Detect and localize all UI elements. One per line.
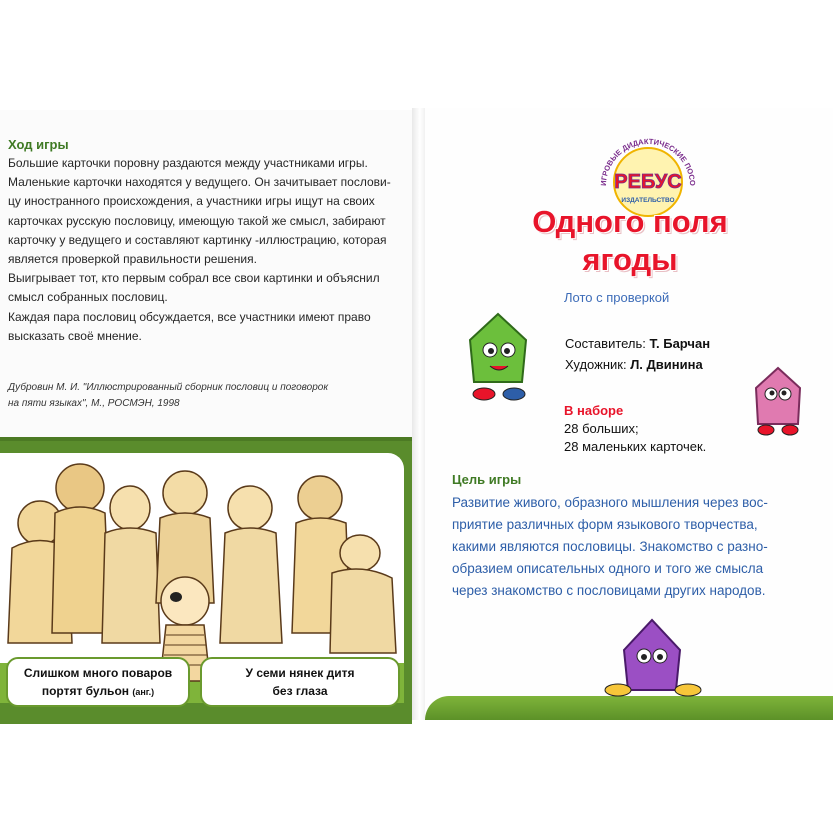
text-line: Большие карточки поровну раздаются между участниками игры. xyxy=(8,156,368,170)
set-line: 28 маленьких карточек. xyxy=(564,439,707,454)
text-line: карточках русскую пословицу, имеющую такой же смысл, забирают xyxy=(8,213,386,228)
citation-line: Дубровин М. И. "Иллюстрированный сборник пословиц и поговорок xyxy=(8,382,329,393)
citation xyxy=(8,380,408,412)
proverb-line: У семи нянек дитя xyxy=(245,666,355,680)
pink-pencil-character xyxy=(748,364,808,438)
artist-credit xyxy=(565,357,703,372)
text-line: цу иностранного происхождения, а участники игры ищут на своих xyxy=(8,194,375,209)
game-flow-heading: Ход игры xyxy=(8,137,69,152)
proverb-line: Слишком много поваров xyxy=(23,665,173,680)
text-line: является проверкой правильности решения. xyxy=(8,252,257,267)
text-line: высказать своё мнение. xyxy=(8,328,142,343)
goal-line: образием описательных одного и того же смысла xyxy=(452,561,764,576)
artist-name: Л. Двинина xyxy=(630,357,703,372)
goal-text xyxy=(452,492,827,602)
book-gutter xyxy=(412,108,425,720)
logo-arc-text: ИГРОВЫЕ ДИДАКТИЧЕСКИЕ ПОСО xyxy=(598,136,698,187)
proverb-card-russian xyxy=(200,657,400,707)
subtitle: Лото с проверкой xyxy=(564,290,670,305)
title-line: ягоды xyxy=(582,242,678,277)
book-title xyxy=(500,203,760,279)
author-label: Составитель: xyxy=(565,336,646,351)
text-line: Каждая пара пословиц обсуждается, все участники имеют право xyxy=(8,309,371,324)
text-line: карточку у ведущего и составляют картинку -иллюстрацию, которая xyxy=(8,232,387,247)
proverb-line: без глаза xyxy=(272,684,328,698)
artist-label: Художник: xyxy=(565,357,627,372)
proverb-line: портят бульон xyxy=(41,683,130,698)
citation-line: на пяти языках", М., РОСМЭН, 1998 xyxy=(8,398,180,409)
text-line: Маленькие карточки находятся у ведущего. Он зачитывает послови- xyxy=(8,175,391,190)
set-heading: В наборе xyxy=(564,403,624,418)
text-line: смысл собранных пословиц. xyxy=(8,290,168,305)
goal-heading: Цель игры xyxy=(452,472,522,487)
author-credit xyxy=(565,336,710,351)
logo-word: РЕБУС xyxy=(614,171,682,193)
goal-line: через знакомство с пословицами других народов. xyxy=(452,583,766,598)
proverb-card-english xyxy=(6,657,190,707)
title-line: Одного поля xyxy=(532,204,728,239)
goal-line: Развитие живого, образного мышления через вос- xyxy=(452,495,768,510)
author-name: Т. Барчан xyxy=(649,336,711,351)
goal-line: приятие различных форм языкового творчества, xyxy=(452,517,758,532)
text-line: Выигрывает тот, кто первым собрал все свои картинки и объяснил xyxy=(8,271,380,286)
purple-pencil-character xyxy=(604,614,704,704)
language-note: (анг.) xyxy=(132,686,155,697)
game-flow-text xyxy=(8,154,408,346)
goal-line: какими являются пословицы. Знакомство с разно- xyxy=(452,539,768,554)
set-line: 28 больших; xyxy=(564,421,639,436)
green-pencil-character xyxy=(458,310,538,406)
logo-sub: ИЗДАТЕЛЬСТВО xyxy=(621,197,675,204)
